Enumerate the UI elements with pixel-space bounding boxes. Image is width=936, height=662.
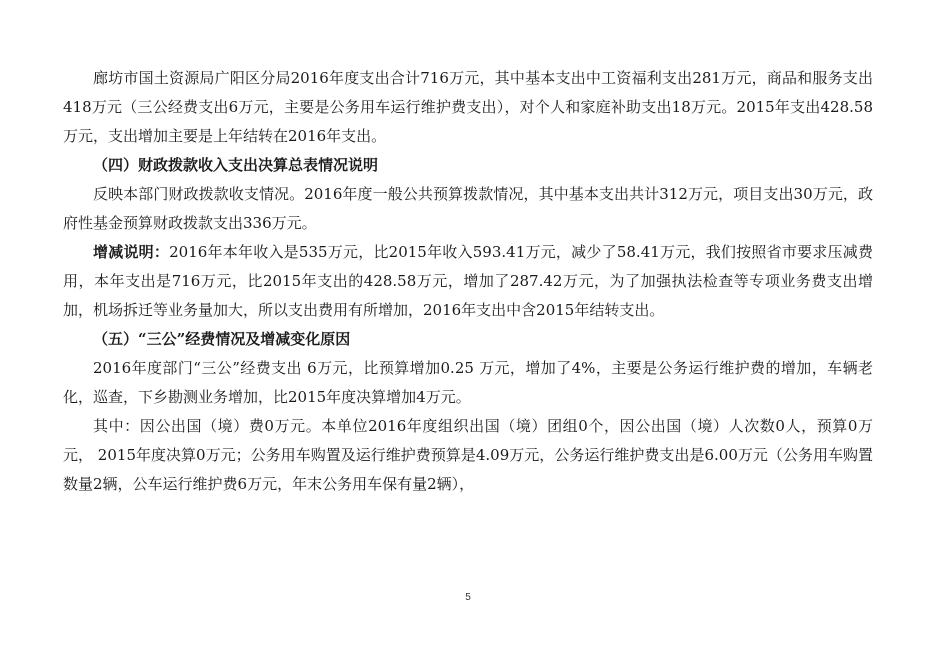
section-heading-three-public-expenses: （五）“三公”经费情况及增减变化原因 [93,330,351,348]
paragraph-expenditure-summary: 廊坊市国土资源局广阳区分局2016年度支出合计716万元，其中基本支出中工资福利支出281万元，商品和服务支出418万元（三公经费支出6万元，主要是公务用车运行维护费支出），对个人和家庭补助支出18万元。2015年支出428.58万元，支出增加主要是上年结转在2016年支出。 [63,69,873,145]
change-explanation-text: 2016年本年收入是535万元，比2015年收入593.41万元，减少了58.41万元，我们按照省市要求压减费用，本年支出是716万元，比2015年支出的428.58万元，增加了287.42万元，为了加强执法检查等专项业务费支出增加，机场拆迁等业务量加大，所以支出费用有所增加，2016年支出中含2015年结转支出。 [63,243,873,319]
document-body [63,64,873,499]
paragraph-fiscal-appropriation: 反映本部门财政拨款收支情况。2016年度一般公共预算拨款情况，其中基本支出共计312万元，项目支出30万元，政府性基金预算财政拨款支出336万元。 [63,185,873,232]
paragraph-three-public-expenses: 2016年度部门“三公”经费支出 6万元，比预算增加0.25 万元，增加了4%，主要是公务运行维护费的增加，车辆老化，巡查，下乡勘测业务增加，比2015年度决算增加4万元。 [63,359,873,406]
section-heading-fiscal-appropriation: （四）财政拨款收入支出决算总表情况说明 [93,156,379,174]
paragraph-three-public-details: 其中：因公出国（境）费0万元。本单位2016年度组织出国（境）团组0个，因公出国（境）人次数0人，预算0万元， 2015年度决算0万元；公务用车购置及运行维护费预算是4.09万元，公务运行维护费支出是6.00万元（公务用车购置数量2辆，公车运行维护费6万元，年末公务用车保有量2辆）， [63,417,873,493]
change-explanation-lead: 增减说明： [93,243,170,261]
paragraph-change-explanation [63,238,873,325]
page-number: 5 [465,592,471,603]
